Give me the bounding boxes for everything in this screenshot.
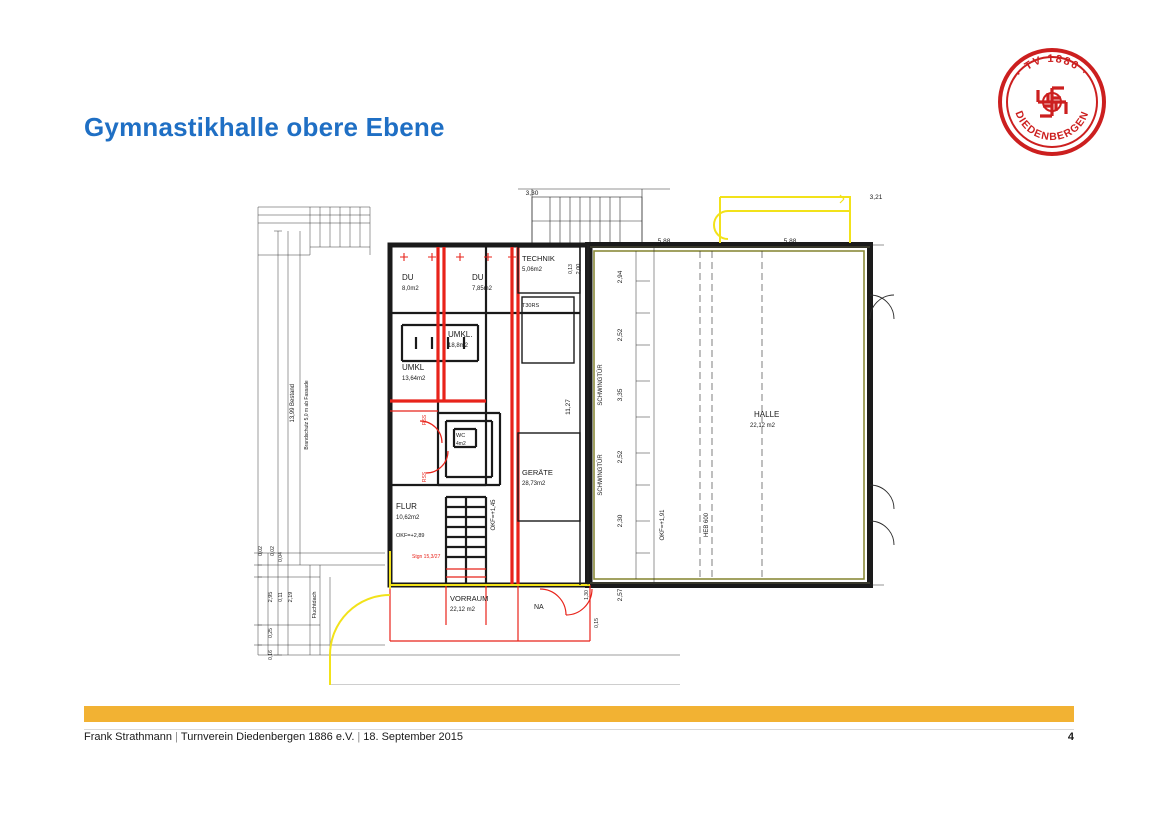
- svg-text:2,19: 2,19: [288, 591, 294, 603]
- footer-accent-bar: [84, 706, 1074, 722]
- footer-author: Frank Strathmann: [84, 731, 173, 743]
- room-label: VORRAUM: [450, 594, 489, 603]
- svg-text:RSS: RSS: [422, 471, 428, 483]
- footer-text: [84, 731, 463, 743]
- svg-text:5,06m2: 5,06m2: [522, 267, 543, 273]
- svg-text:0,16: 0,16: [268, 650, 274, 660]
- svg-text:2,52: 2,52: [617, 328, 624, 342]
- svg-text:2,00: 2,00: [576, 263, 582, 275]
- svg-text:22,12 m2: 22,12 m2: [750, 423, 776, 429]
- tv-diedenbergen-logo: [998, 48, 1106, 156]
- room-label: GERÄTE: [522, 468, 553, 477]
- logo-arc-text: DIEDENBERGEN: [1012, 109, 1092, 144]
- svg-text:11,27: 11,27: [565, 399, 572, 415]
- svg-text:SCHWINGTÜR: SCHWINGTÜR: [598, 454, 604, 496]
- footer-organisation: Turnverein Diedenbergen 1886 e.V.: [180, 731, 355, 743]
- svg-text:OKF=+2,89: OKF=+2,89: [396, 533, 425, 539]
- svg-text:13,99: 13,99: [290, 407, 296, 423]
- svg-text:Stgn 15,3/27: Stgn 15,3/27: [412, 554, 441, 560]
- svg-text:2,30: 2,30: [617, 514, 624, 528]
- room-label: DU: [472, 273, 484, 282]
- svg-text:3,30: 3,30: [525, 190, 539, 197]
- svg-text:4m2: 4m2: [456, 441, 466, 447]
- svg-text:2,94: 2,94: [617, 270, 624, 284]
- room-label: DU: [402, 273, 414, 282]
- svg-text:3,21: 3,21: [869, 194, 883, 201]
- svg-text:2,95: 2,95: [268, 591, 274, 603]
- svg-text:2,57: 2,57: [617, 588, 624, 602]
- svg-text:0,02: 0,02: [258, 546, 264, 556]
- footer-divider: [84, 729, 1074, 730]
- svg-text:OKF=+1,91: OKF=+1,91: [660, 509, 666, 541]
- footer-date: 18. September 2015: [363, 731, 463, 743]
- svg-text:0,02: 0,02: [270, 546, 276, 556]
- svg-text:0,04: 0,04: [278, 552, 284, 562]
- footer-separator-2: |: [357, 731, 361, 743]
- svg-text:10,62m2: 10,62m2: [396, 515, 420, 521]
- svg-text:3,35: 3,35: [617, 388, 624, 402]
- svg-text:T30RS: T30RS: [522, 303, 540, 309]
- svg-text:0,13: 0,13: [568, 264, 574, 274]
- logo-top-text: · TV 1886 ·: [1013, 52, 1091, 80]
- room-label: UMKL.: [448, 330, 473, 339]
- svg-text:13,64m2: 13,64m2: [402, 376, 426, 382]
- svg-text:NA: NA: [534, 604, 544, 611]
- svg-text:OKF=+1,45: OKF=+1,45: [491, 499, 497, 531]
- svg-text:8,0m2: 8,0m2: [402, 286, 419, 292]
- svg-text:0,11: 0,11: [278, 592, 284, 602]
- room-label: FLUR: [396, 502, 417, 511]
- room-label: TECHNIK: [522, 254, 555, 263]
- svg-text:Bestand: Bestand: [290, 383, 296, 407]
- svg-text:2,52: 2,52: [617, 450, 624, 464]
- svg-text:5,88: 5,88: [657, 238, 671, 245]
- svg-text:22,12 m2: 22,12 m2: [450, 607, 476, 613]
- svg-text:RSS: RSS: [422, 414, 428, 426]
- svg-text:WC: WC: [456, 433, 466, 439]
- svg-text:0,25: 0,25: [268, 628, 274, 638]
- svg-text:18,8m2: 18,8m2: [448, 343, 469, 349]
- room-label: HALLE: [754, 410, 780, 419]
- footer-separator-1: |: [175, 731, 178, 743]
- svg-text:28,73m2: 28,73m2: [522, 481, 546, 487]
- floorplan-drawing: [250, 185, 900, 685]
- svg-text:5,88: 5,88: [783, 238, 797, 245]
- svg-text:0,15: 0,15: [594, 618, 600, 628]
- page-number: 4: [1067, 731, 1074, 743]
- svg-text:1,30: 1,30: [584, 590, 590, 600]
- svg-text:Brandschutz 5,0 m ab Fassade: Brandschutz 5,0 m ab Fassade: [304, 380, 310, 450]
- svg-text:HEB 600: HEB 600: [704, 512, 710, 538]
- svg-text:7,85m2: 7,85m2: [472, 286, 493, 292]
- svg-text:SCHWINGTÜR: SCHWINGTÜR: [598, 364, 604, 406]
- page-title: Gymnastikhalle obere Ebene: [84, 112, 445, 142]
- svg-text:Fluchtdach: Fluchtdach: [312, 591, 318, 619]
- room-label: UMKL: [402, 363, 425, 372]
